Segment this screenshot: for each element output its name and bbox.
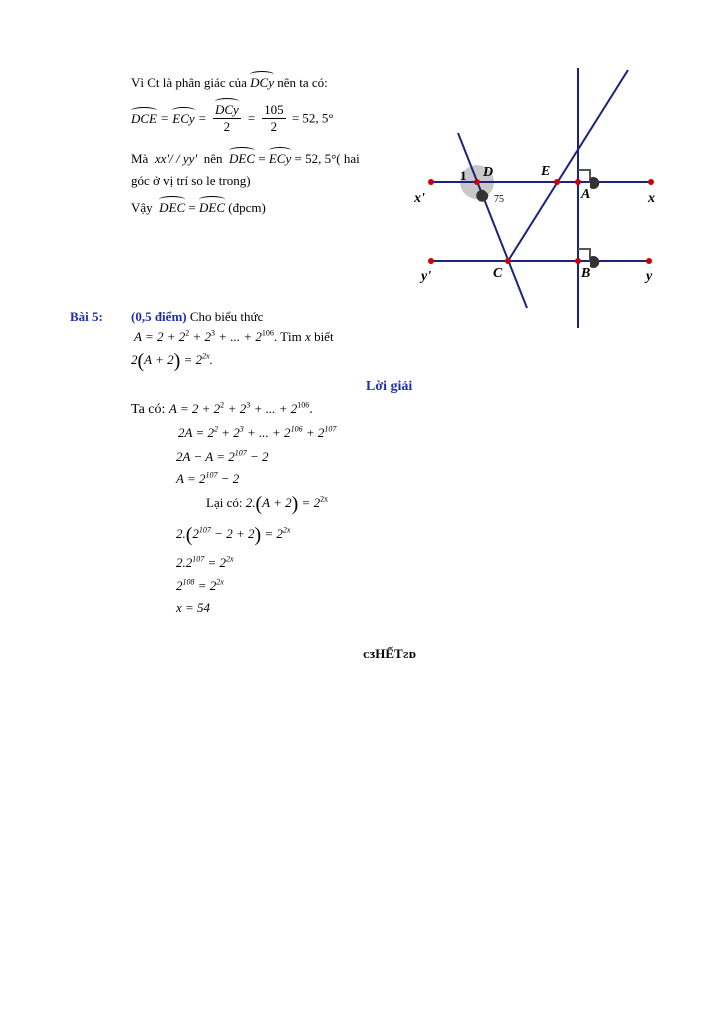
- label-d: D: [483, 165, 494, 180]
- exp: 3: [246, 400, 251, 410]
- label-y-prime: y': [421, 269, 432, 284]
- point-c: [505, 258, 511, 264]
- expr: − 2: [249, 449, 269, 464]
- angle-dcy: DCy: [250, 75, 274, 90]
- line-bisector: [131, 75, 328, 91]
- expr: A = 2 + 2: [134, 329, 186, 344]
- point-b: [575, 258, 581, 264]
- expr: 2.2: [176, 555, 193, 570]
- angle-dec: DEC: [159, 200, 186, 215]
- exp: 107: [324, 424, 337, 434]
- point-y: [646, 258, 652, 264]
- expr: A = 2 + 2: [168, 401, 221, 416]
- label-one: 1: [460, 168, 467, 183]
- bai5-title: Bài 5:: [70, 309, 103, 324]
- line-dc: [458, 133, 527, 308]
- expr: + ... + 2: [253, 401, 298, 416]
- bai5-points: (0,5 điểm): [131, 309, 187, 324]
- eq: =: [188, 200, 196, 215]
- exp: 108: [182, 577, 195, 587]
- exp: 2x: [202, 351, 210, 361]
- expr: 2A = 2: [178, 425, 214, 440]
- exp: 107: [198, 525, 211, 535]
- exp: 106: [297, 400, 310, 410]
- line-conclusion: [131, 200, 266, 216]
- angle-dec: DEC: [229, 151, 255, 166]
- den: 2: [270, 119, 278, 134]
- equation-dce: [131, 102, 334, 135]
- text: . Tìm: [273, 329, 302, 344]
- text: Vì Ct là phân giác của: [131, 75, 247, 90]
- geometry-figure: [410, 62, 680, 334]
- expr: = 2: [301, 495, 321, 510]
- expr: 2A − A = 2: [176, 449, 235, 464]
- label-b: B: [581, 266, 591, 281]
- label-y: y: [646, 269, 653, 284]
- eq: =: [197, 110, 207, 126]
- text: Vậy: [131, 200, 153, 215]
- bai5-intro: Cho biểu thức: [189, 309, 264, 324]
- text: (đpcm): [228, 200, 266, 215]
- exp: 2x: [282, 525, 291, 535]
- fraction-105-2: [262, 102, 286, 135]
- bai5-expression: [134, 329, 334, 345]
- expr: + 2: [227, 401, 247, 416]
- sol-line-6: $2.(2^{107} - 2 + 2) = 2^{2x}$: [176, 524, 291, 546]
- line-ct: [508, 70, 628, 261]
- expr: 2: [192, 526, 199, 541]
- label-a: A: [581, 187, 591, 202]
- sol-line-5: Lại có: $2.(A + 2) = 2^{2x}$: [206, 493, 329, 515]
- expr: = 2: [197, 578, 217, 593]
- eq: =: [258, 151, 266, 166]
- expr: 2: [176, 578, 183, 593]
- exp: 106: [290, 424, 303, 434]
- expr: A = 2: [176, 471, 206, 486]
- eq: =: [160, 110, 170, 126]
- text: nên: [203, 151, 223, 166]
- angle-wedge-a: [590, 177, 599, 189]
- expr: = 2: [264, 526, 283, 541]
- end-marker: ᴄᴣHẾTᴤᴅ: [363, 646, 417, 661]
- fraction-dcy-2: [213, 102, 241, 135]
- expr: + ... + 2: [218, 329, 262, 344]
- result: = 52, 5°: [291, 110, 334, 126]
- exp: 107: [234, 448, 247, 458]
- expr: A + 2: [144, 352, 174, 367]
- exp: 2: [213, 424, 218, 434]
- bai5-condition: $2(A + 2) = 2^{2x}$.: [131, 350, 213, 372]
- point-e: [554, 179, 560, 185]
- label-e: E: [541, 164, 551, 179]
- line-parallel: [131, 151, 360, 167]
- exp: 2: [185, 328, 190, 338]
- exp: 107: [205, 470, 218, 480]
- bai5-header: [131, 309, 263, 325]
- expr: 2.: [245, 495, 256, 510]
- sol-line-9: x = 54: [176, 600, 211, 615]
- label-angle-75: 75: [494, 194, 504, 205]
- text: biết: [314, 329, 334, 344]
- label-c: C: [493, 266, 503, 281]
- exp: 3: [239, 424, 244, 434]
- num: 105: [264, 102, 284, 117]
- expr: A + 2: [262, 495, 292, 510]
- angle-dec: DEC: [199, 200, 226, 215]
- expr: − 2: [220, 471, 240, 486]
- sol-line-7: [176, 555, 234, 571]
- expr: = 2: [207, 555, 227, 570]
- text: Lại có:: [206, 495, 243, 510]
- expr: + 2: [192, 329, 212, 344]
- point-a: [575, 179, 581, 185]
- point-x-prime: [428, 179, 434, 185]
- exp: 3: [211, 328, 216, 338]
- var-x: x: [305, 329, 311, 344]
- text: .: [309, 402, 313, 417]
- angle-wedge-b: [590, 256, 599, 268]
- exp: 2x: [226, 554, 234, 564]
- sol-line-4: [176, 471, 239, 487]
- exp: 106: [261, 328, 274, 338]
- exp: 2x: [216, 577, 224, 587]
- sol-line-3: [176, 449, 269, 465]
- expr: = 2: [183, 352, 203, 367]
- eq: =: [247, 110, 256, 126]
- exp: 2x: [320, 494, 329, 504]
- math-parallel: xx'/ / yy': [154, 151, 198, 166]
- text: Ta có:: [131, 402, 166, 417]
- text: = 52, 5°( hai: [294, 151, 360, 166]
- den: 2: [223, 119, 231, 134]
- exp: 107: [192, 554, 205, 564]
- expr: + 2: [305, 425, 325, 440]
- expr: 2.: [176, 526, 186, 541]
- sol-line-8: [176, 578, 224, 594]
- label-x-prime: x': [414, 191, 425, 206]
- angle-ecy: ECy: [172, 110, 195, 126]
- expr: + 2: [221, 425, 240, 440]
- angle-dcy-num: DCy: [214, 102, 239, 117]
- angle-dce: DCE: [131, 110, 157, 126]
- sol-line-2: [178, 425, 336, 441]
- sol-line-1: [131, 401, 313, 418]
- exp: 2: [220, 400, 225, 410]
- point-y-prime: [428, 258, 434, 264]
- text: .: [209, 352, 213, 367]
- text: nên ta có:: [277, 75, 328, 90]
- angle-ecy: ECy: [268, 151, 292, 166]
- text: Mà: [131, 151, 149, 166]
- line-so-le: góc ở vị trí so le trong): [131, 173, 251, 188]
- point-x: [648, 179, 654, 185]
- bai5-label: [70, 309, 103, 325]
- expr: 2: [131, 352, 138, 367]
- label-x: x: [648, 191, 655, 206]
- expr: − 2 + 2: [214, 526, 255, 541]
- solution-title: Lời giải: [366, 379, 413, 394]
- point-d: [474, 179, 480, 185]
- expr: + ... + 2: [247, 425, 291, 440]
